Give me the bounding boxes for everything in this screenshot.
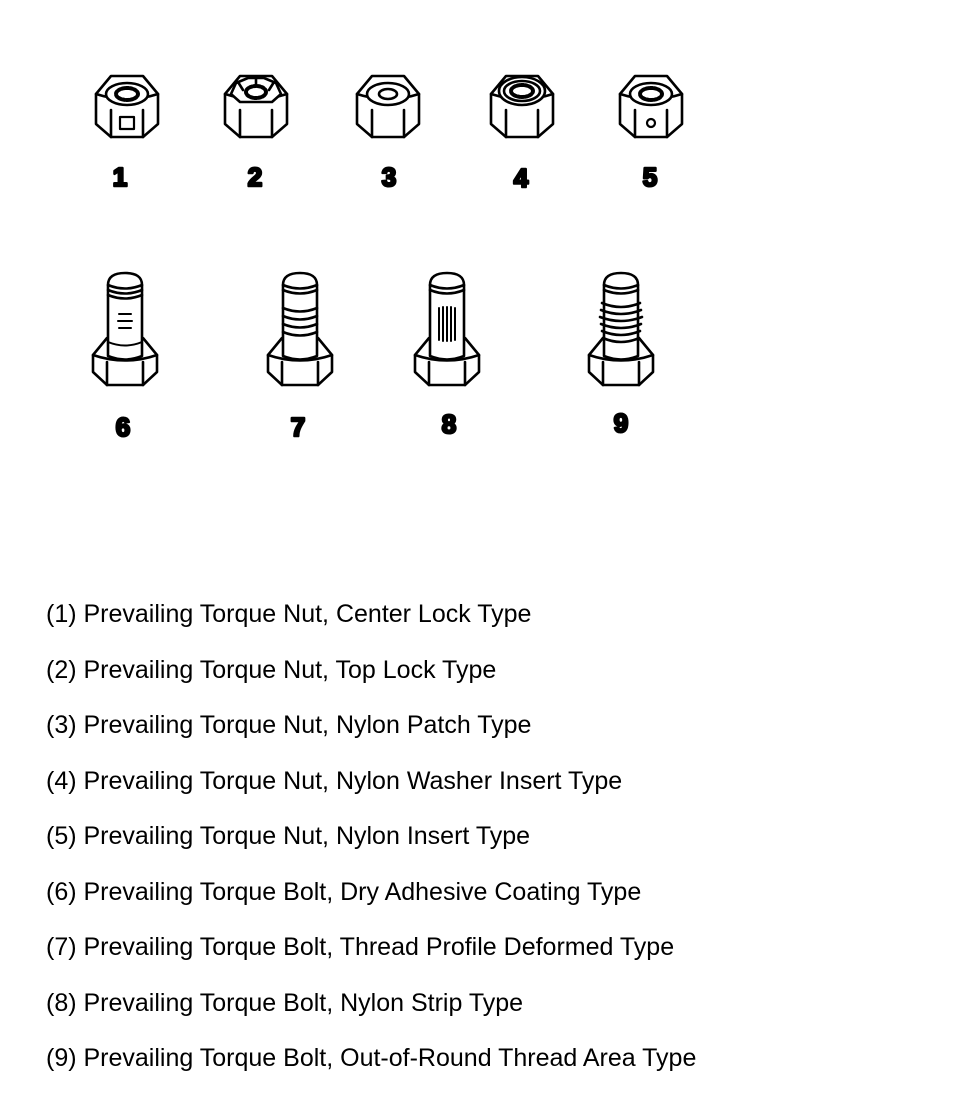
legend-item-1: (1) Prevailing Torque Nut, Center Lock Type <box>46 600 532 628</box>
bolt-8-nylon-strip-icon <box>415 273 479 385</box>
nut-2-number: 2 <box>247 162 263 192</box>
legend-item-5: (5) Prevailing Torque Nut, Nylon Insert Type <box>46 822 531 850</box>
nut-5-nylon-insert-icon <box>620 76 682 137</box>
legend-item-8: (8) Prevailing Torque Bolt, Nylon Strip Type <box>46 988 524 1017</box>
nut-1-number: 1 <box>112 162 128 192</box>
nut-4-number: 4 <box>513 163 529 193</box>
bolt-7-number: 7 <box>290 412 306 442</box>
legend-item-9: (9) Prevailing Torque Bolt, Out-of-Round Thread Area Type <box>46 1044 697 1072</box>
nut-3-number: 3 <box>381 162 397 192</box>
nut-2-top-lock-icon <box>225 76 287 137</box>
bolt-6-number: 6 <box>115 412 131 442</box>
bolt-9-number: 9 <box>613 408 629 438</box>
legend-item-6: (6) Prevailing Torque Bolt, Dry Adhesive Coating Type <box>46 877 642 906</box>
bolt-7-thread-profile-deformed-icon <box>268 273 332 385</box>
bolt-9-out-of-round-thread-area-icon <box>589 273 653 385</box>
nut-5-number: 5 <box>642 162 658 192</box>
legend-item-7: (7) Prevailing Torque Bolt, Thread Profile Deformed Type <box>46 933 675 961</box>
nut-4-nylon-washer-insert-icon <box>491 76 553 137</box>
legend-list <box>46 594 696 1094</box>
legend-item-2: (2) Prevailing Torque Nut, Top Lock Type <box>46 655 497 684</box>
legend-item-3: (3) Prevailing Torque Nut, Nylon Patch Type <box>46 711 532 739</box>
nut-3-nylon-patch-icon <box>357 76 419 137</box>
bolt-6-dry-adhesive-coating-icon <box>93 273 157 385</box>
bolt-8-number: 8 <box>441 409 457 439</box>
legend-item-4: (4) Prevailing Torque Nut, Nylon Washer Insert Type <box>46 766 623 795</box>
nut-1-center-lock-icon <box>96 76 158 137</box>
